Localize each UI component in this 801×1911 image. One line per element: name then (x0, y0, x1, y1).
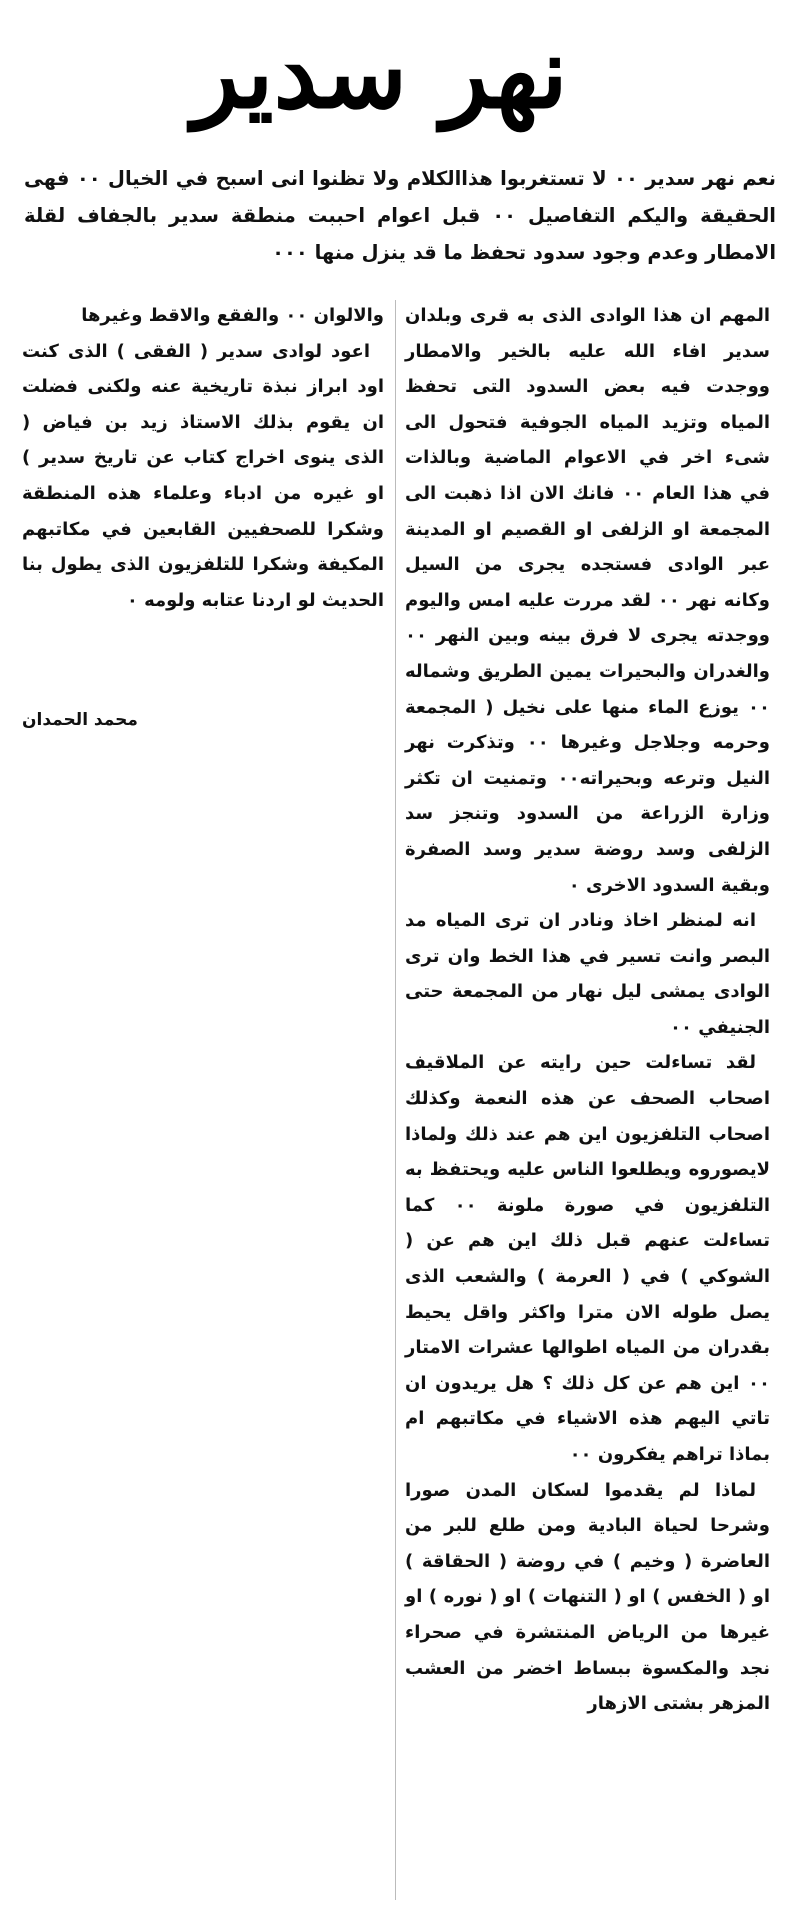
paragraph-4: لماذا لم يقدموا لسكان المدن صورا وشرحا لحياة البادية ومن طلع للبر من العاضرة ( وخيم ) في روضة ( الحقاقة ) او ( الخفس ) او ( التنهات ) او ( نوره ) او غيرها من الرياض المنتشرة في صحراء نجد والمكسوة ببساط اخضر من العشب المزهر بشتى الازهار (405, 1479, 770, 1715)
paragraph-1: المهم ان هذا الوادى الذى به قرى وبلدان سدير افاء الله عليه بالخير والامطار ووجدت فيه بعض السدود التى تحفظ المياه وتزيد المياه الجوفية فتحول الى شىء اخر في الاعوام الماضية وبالذات في هذا العام ٠٠ فانك الان اذا ذهبت الى المجمعة او الزلفى او القصيم او المدينة عبر الوادى فستجده يجرى من السيل وكانه نهر ٠٠ لقد مررت عليه امس واليوم ووجدته يجرى لا فرق بينه وبين النهر ٠٠ والغدران والبحيرات يمين الطريق وشماله ٠٠ يوزع الماء منها على نخيل ( المجمعة وحرمه وجلاجل وغيرها ٠٠ وتذكرت نهر النيل وترعه وبحيراته٠٠ وتمنيت ان تكثر وزارة الزراعة من السدود وتنجز سد الزلفى وسد روضة سدير وسد الصفرة وبقية السدود الاخرى ٠ (405, 305, 771, 896)
intro-text: نعم نهر سدير ٠٠ لا تستغربوا هذاالكلام ولا تظنوا انى اسبح في الخيال ٠٠ فهى الحقيقة واليكم التفاصيل ٠٠ قبل اعوام احببت منطقة سدير بالجفاف لقلة الامطار وعدم وجود سدود تحفظ ما قد ينزل منها ٠٠٠ (24, 167, 776, 264)
paragraph-continuation: والالوان ٠٠ والفقع والاقط وغيرها (81, 305, 384, 326)
paragraph-3: لقد تساءلت حين رايته عن الملاقيف اصحاب الصحف عن هذه النعمة وكذلك اصحاب التلفزيون اين هم عند ذلك ولماذا لايصوروه ويطلعوا الناس عليه ويحتفظ به التلفزيون في صورة ملونة ٠٠ كما تساءلت عنهم قبل ذلك اين هم عن ( الشوكي ) في ( العرمة ) والشعب الذى يصل طوله الان مترا واكثر واقل يحيط بقدران من المياه اطوالها عشرات الامتار ٠٠ اين هم عن كل ذلك ؟ هل يريدون ان تاتي اليهم هذه الاشياء في مكاتبهم ام بماذا تراهم يفكرون ٠٠ (405, 1052, 770, 1465)
author-byline: محمد الحمدان (22, 710, 138, 730)
right-column (405, 298, 770, 1722)
column-divider (395, 300, 396, 1900)
paragraph-5: اعود لوادى سدير ( الفقى ) الذى كنت اود ابراز نبذة تاريخية عنه ولكنى فضلت ان يقوم بذلك الاستاذ زيد بن فياض ( الذى ينوى اخراج كتاب عن تاريخ سدير ) او غيره من ادباء وعلماء هذه المنطقة وشكرا للصحفيين القابعين في مكاتبهم المكيفة وشكرا للتلفزيون الذى يطول بنا الحديث لو اردنا عتابه ولومه ٠ (22, 340, 384, 611)
headline: نهر سدير (192, 16, 568, 131)
paragraph-2: انه لمنظر اخاذ ونادر ان ترى المياه مد البصر وانت تسير في هذا الخط وان ترى الوادى يمشى ليل نهار من المجمعة حتى الجنيفي ٠٠ (405, 910, 770, 1038)
intro-paragraph (24, 160, 776, 271)
left-column (22, 298, 384, 618)
